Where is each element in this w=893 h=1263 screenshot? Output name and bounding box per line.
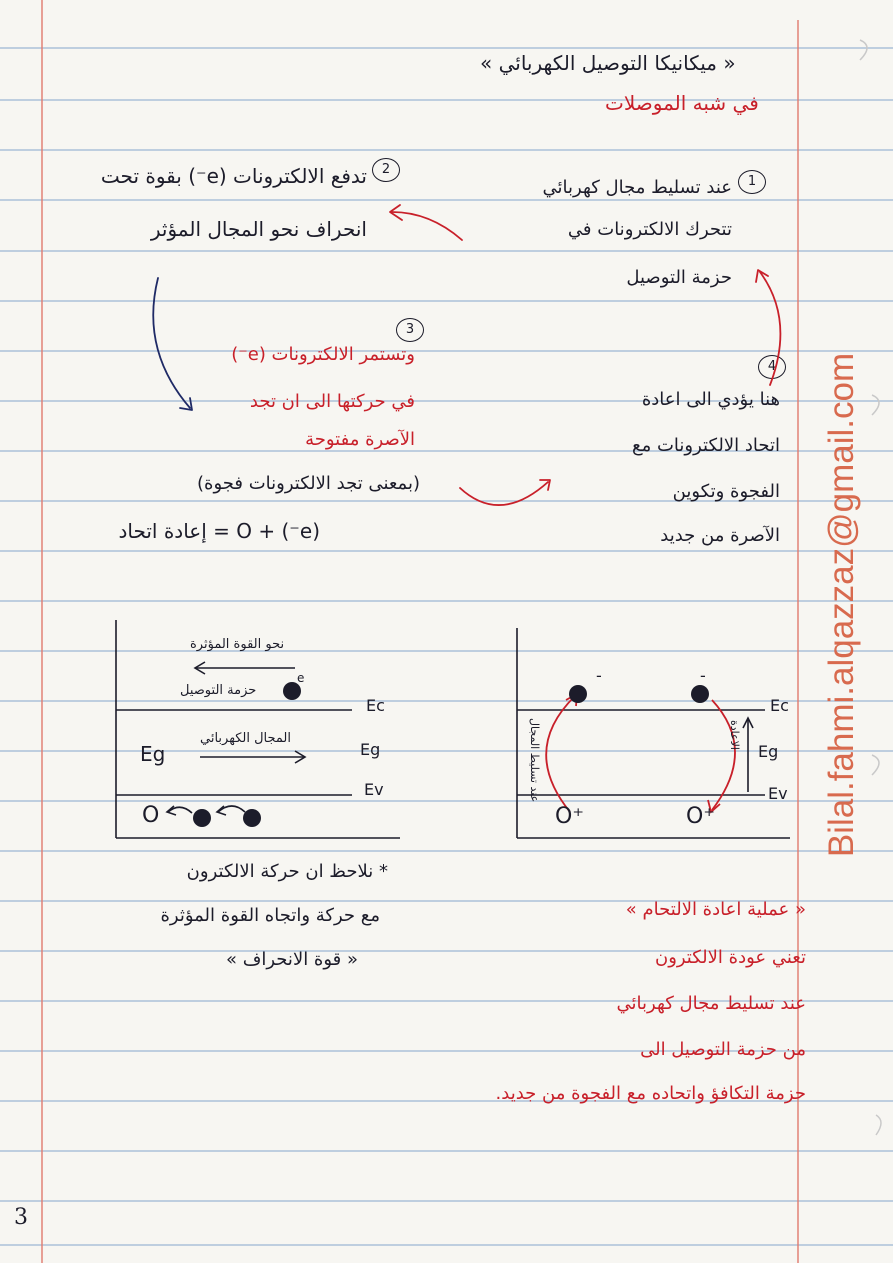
step-4-marker: 4 [758,355,786,379]
label-ev-left: Ev [364,780,384,799]
step-1-line-1: عند تسليط مجال كهربائي [542,177,732,198]
note-right-line-2: تعني عودة الالكترون [654,947,806,968]
note-left-line-3: « قوة الانحراف » [225,949,358,970]
label-ec-left: Ec [366,696,385,715]
step-3-line-2: في حركتها الى ان تجد [249,391,415,412]
page-number: 3 [14,1205,28,1230]
recombination-arc [712,700,735,810]
label-eg-middle: Eg [360,740,381,759]
step-3-line-1: وتستمر الالكترونات (e⁻) [231,344,415,365]
step-1-marker: 1 [738,170,766,194]
electron-left-vb-2 [243,809,261,827]
step-1-line-3: حزمة التوصيل [626,267,732,288]
step-3-line-3: الآصرة مفتوحة [305,429,415,450]
note-right-line-4: من حزمة التوصيل الى [640,1039,806,1060]
step-2-line-2: انحراف نحو المجال المؤثر [150,217,367,241]
page-subtitle: في شبه الموصلات [605,91,759,115]
electron-right-1 [569,685,587,703]
label-force-direction: نحو القوة المؤثرة [190,637,285,652]
note-right-line-3: عند تسليط مجال كهربائي [616,993,806,1014]
step-2-line-1: تدفع الالكترونات (e⁻) بقوة تحت [100,164,367,188]
step-1-line-2: تتحرك الالكترونات في [567,219,732,240]
note-left-line-1: * نلاحظ ان حركة الالكترون [186,861,388,882]
label-conduction-band: حزمة التوصيل [180,683,257,698]
note-left-line-2: مع حركة واتجاه القوة المؤثرة [160,905,380,926]
step-3-line-4: (بمعنى تجد الالكترونات فجوة) [197,473,420,494]
electron-left-vb-1 [193,809,211,827]
page-title: « ميكانيكا التوصيل الكهربائي » [480,51,736,75]
step-4-line-1: هنا يؤدي الى اعادة [641,389,780,410]
label-ev-right: Ev [768,784,788,803]
label-electric-field: المجال الكهربائي [200,731,291,746]
hole-left: O [142,803,160,828]
note-right-line-1: « عملية اعادة الالتحام » [625,899,806,920]
label-eg-left: Eg [140,742,166,766]
minus-sign-2: - [700,666,706,685]
label-recombination: الاعادة [728,720,741,750]
label-eg-right: Eg [758,742,779,761]
email-watermark: Bilal.fahmi.alqazzaz@gmail.com [822,352,862,858]
electron-right-2 [691,685,709,703]
electron-sign: e [297,671,305,685]
hole-right-2: O⁺ [686,804,715,829]
step-3-marker: 3 [396,318,424,342]
label-ec-right: Ec [770,696,789,715]
step-4-line-3: الفجوة وتكوين [672,481,780,502]
step-2-marker: 2 [372,158,400,182]
minus-sign-1: - [596,666,602,685]
label-excitation: عند تسليط المجال [528,718,541,803]
step-4-line-2: اتحاد الالكترونات مع [632,435,780,456]
note-right-line-5: حزمة التكافؤ واتحاده مع الفجوة من جديد. [495,1083,806,1104]
recombination-equation: (e⁻) + O = إعادة اتحاد [118,519,320,543]
hole-right-1: O⁺ [555,804,584,829]
step-4-line-4: الآصرة من جديد [660,525,780,546]
